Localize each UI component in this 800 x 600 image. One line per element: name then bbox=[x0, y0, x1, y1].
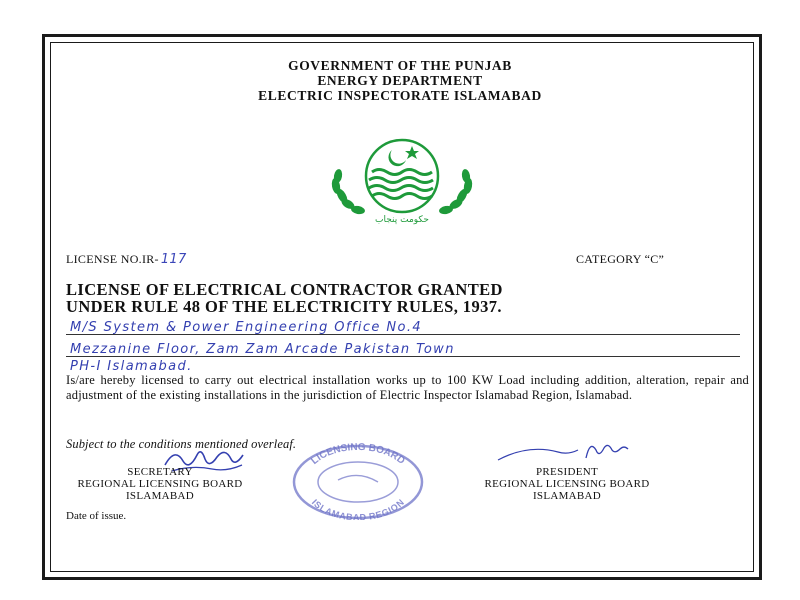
license-body-text: Is/are hereby licensed to carry out electrical installation works up to 100 KW Load including addition, alteration, repair and adjustment of the existing installations in the jurisdiction of Electric Inspector Islamabad Region, Islamabad. bbox=[66, 373, 749, 402]
president-city: ISLAMABAD bbox=[532, 490, 602, 502]
secretary-board: REGIONAL LICENSING BOARD bbox=[77, 478, 243, 490]
license-title-line1: LICENSE OF ELECTRICAL CONTRACTOR GRANTED bbox=[66, 280, 503, 299]
secretary-signature-block bbox=[60, 466, 260, 502]
svg-text:LICENSING BOARD bbox=[309, 442, 407, 467]
svg-text:ISLAMABAD REGION bbox=[310, 497, 406, 520]
secretary-title: SECRETARY bbox=[127, 466, 193, 478]
president-title: PRESIDENT bbox=[536, 466, 598, 478]
president-board: REGIONAL LICENSING BOARD bbox=[484, 478, 650, 490]
header-department: ENERGY DEPARTMENT bbox=[317, 73, 483, 88]
license-number bbox=[66, 252, 187, 267]
stamp-top-text: LICENSING BOARD bbox=[309, 441, 407, 467]
date-of-issue-label: Date of issue. bbox=[66, 510, 127, 522]
president-signature-icon bbox=[494, 440, 634, 466]
license-subject-note: Subject to the conditions mentioned overleaf. bbox=[66, 437, 297, 451]
license-category: CATEGORY “C” bbox=[576, 252, 665, 266]
license-number-value: 117 bbox=[160, 252, 187, 267]
official-stamp-icon bbox=[288, 440, 428, 520]
punjab-emblem-icon bbox=[322, 136, 482, 226]
license-number-label: LICENSE NO.IR- bbox=[66, 252, 159, 266]
licensee-address-1: Mezzanine Floor, Zam Zam Arcade Pakistan Town bbox=[70, 342, 455, 357]
emblem-caption: حکومت پنجاب bbox=[375, 215, 429, 225]
licensee-address-2: PH-I Islamabad. bbox=[70, 359, 193, 374]
license-title-line2: UNDER RULE 48 OF THE ELECTRICITY RULES, 1937. bbox=[66, 297, 502, 316]
secretary-city: ISLAMABAD bbox=[125, 490, 195, 502]
licensee-name: M/S System & Power Engineering Office No.4 bbox=[70, 320, 423, 335]
president-signature-block bbox=[452, 466, 682, 502]
stamp-bottom-text: ISLAMABAD REGION bbox=[309, 497, 406, 520]
header-inspectorate: ELECTRIC INSPECTORATE ISLAMABAD bbox=[258, 88, 542, 103]
header-government: GOVERNMENT OF THE PUNJAB bbox=[288, 58, 512, 73]
